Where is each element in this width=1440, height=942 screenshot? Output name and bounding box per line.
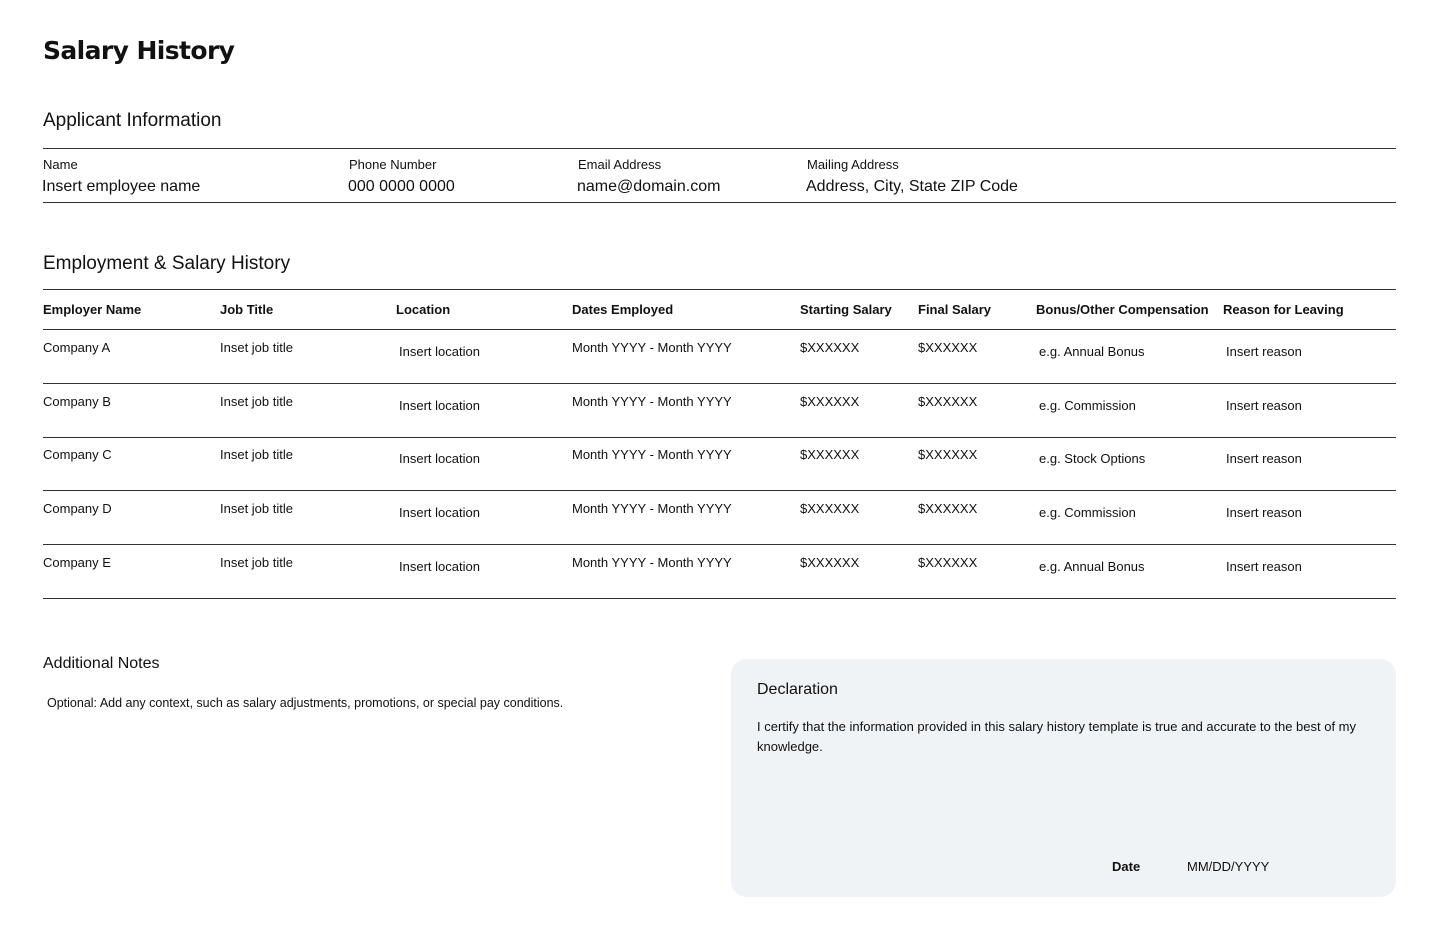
column-header-employer-name: Employer Name xyxy=(43,302,142,317)
column-header-reason-for-leaving: Reason for Leaving xyxy=(1223,302,1344,317)
cell-location[interactable]: Insert location xyxy=(399,451,480,467)
employment-section-title: Employment & Salary History xyxy=(43,253,291,274)
table-top-divider xyxy=(43,289,1396,290)
cell-dates-employed[interactable]: Month YYYY - Month YYYY xyxy=(572,554,732,570)
cell-employer-name[interactable]: Company C xyxy=(43,447,112,463)
cell-job-title[interactable]: Inset job title xyxy=(220,554,293,570)
cell-job-title[interactable]: Inset job title xyxy=(220,501,293,517)
cell-dates-employed[interactable]: Month YYYY - Month YYYY xyxy=(572,393,732,409)
cell-final-salary[interactable]: $XXXXXX xyxy=(918,393,978,409)
cell-final-salary[interactable]: $XXXXXX xyxy=(918,340,978,355)
cell-starting-salary[interactable]: $XXXXXX xyxy=(800,501,860,517)
table-row-divider xyxy=(43,598,1396,599)
cell-final-salary[interactable]: $XXXXXX xyxy=(918,554,978,570)
cell-dates-employed[interactable]: Month YYYY - Month YYYY xyxy=(572,340,732,355)
cell-location[interactable]: Insert location xyxy=(399,344,480,359)
name-label: Name xyxy=(43,157,78,172)
cell-location[interactable]: Insert location xyxy=(399,558,480,574)
mailing-address-label: Mailing Address xyxy=(807,157,899,172)
applicant-section-title: Applicant Information xyxy=(43,110,222,131)
cell-reason-for-leaving[interactable]: Insert reason xyxy=(1226,344,1302,359)
column-header-job-title: Job Title xyxy=(220,302,274,317)
cell-employer-name[interactable]: Company A xyxy=(43,340,111,355)
table-header-divider xyxy=(43,329,1396,330)
applicant-top-divider xyxy=(43,148,1396,149)
email-label: Email Address xyxy=(578,157,662,172)
cell-reason-for-leaving[interactable]: Insert reason xyxy=(1226,558,1302,574)
table-row-divider xyxy=(43,383,1396,384)
cell-reason-for-leaving[interactable]: Insert reason xyxy=(1226,397,1302,413)
cell-starting-salary[interactable]: $XXXXXX xyxy=(800,554,860,570)
cell-location[interactable]: Insert location xyxy=(399,397,480,413)
cell-bonus-compensation[interactable]: e.g. Annual Bonus xyxy=(1039,344,1145,359)
cell-reason-for-leaving[interactable]: Insert reason xyxy=(1226,505,1302,521)
column-header-dates-employed: Dates Employed xyxy=(572,302,674,317)
cell-reason-for-leaving[interactable]: Insert reason xyxy=(1226,451,1302,467)
cell-location[interactable]: Insert location xyxy=(399,505,480,521)
date-field[interactable]: MM/DD/YYYY xyxy=(1187,859,1270,874)
cell-employer-name[interactable]: Company B xyxy=(43,393,111,409)
column-header-final-salary: Final Salary xyxy=(918,302,991,317)
email-field[interactable]: name@domain.com xyxy=(577,178,721,195)
page-title: Salary History xyxy=(43,36,235,65)
date-label: Date xyxy=(1112,859,1141,874)
cell-starting-salary[interactable]: $XXXXXX xyxy=(800,340,860,355)
cell-starting-salary[interactable]: $XXXXXX xyxy=(800,447,860,463)
table-row-divider xyxy=(43,437,1396,438)
notes-title: Additional Notes xyxy=(43,655,160,672)
table-row-divider xyxy=(43,490,1396,491)
applicant-bottom-divider xyxy=(43,202,1396,203)
column-header-bonus-compensation: Bonus/Other Compensation xyxy=(1036,302,1209,317)
cell-final-salary[interactable]: $XXXXXX xyxy=(918,501,978,517)
cell-employer-name[interactable]: Company D xyxy=(43,501,112,517)
declaration-panel xyxy=(731,659,1396,897)
cell-starting-salary[interactable]: $XXXXXX xyxy=(800,393,860,409)
cell-bonus-compensation[interactable]: e.g. Annual Bonus xyxy=(1039,558,1145,574)
cell-bonus-compensation[interactable]: e.g. Commission xyxy=(1039,505,1136,521)
phone-field[interactable]: 000 0000 0000 xyxy=(348,178,455,195)
cell-dates-employed[interactable]: Month YYYY - Month YYYY xyxy=(572,447,732,463)
cell-job-title[interactable]: Inset job title xyxy=(220,447,293,463)
cell-job-title[interactable]: Inset job title xyxy=(220,340,293,355)
mailing-address-field[interactable]: Address, City, State ZIP Code xyxy=(806,178,1018,195)
column-header-starting-salary: Starting Salary xyxy=(800,302,892,317)
notes-text[interactable]: Optional: Add any context, such as salary adjustments, promotions, or special pay conditions. xyxy=(47,696,564,710)
cell-final-salary[interactable]: $XXXXXX xyxy=(918,447,978,463)
name-field[interactable]: Insert employee name xyxy=(42,178,201,195)
table-row-divider xyxy=(43,544,1396,545)
cell-dates-employed[interactable]: Month YYYY - Month YYYY xyxy=(572,501,732,517)
cell-bonus-compensation[interactable]: e.g. Stock Options xyxy=(1039,451,1146,467)
cell-bonus-compensation[interactable]: e.g. Commission xyxy=(1039,397,1136,413)
declaration-text: I certify that the information provided in this salary history template is true and accurate to the best of my knowledge. xyxy=(757,719,1357,754)
declaration-title: Declaration xyxy=(757,681,838,698)
cell-job-title[interactable]: Inset job title xyxy=(220,393,293,409)
phone-label: Phone Number xyxy=(349,157,437,172)
cell-employer-name[interactable]: Company E xyxy=(43,554,111,570)
column-header-location: Location xyxy=(396,302,451,317)
